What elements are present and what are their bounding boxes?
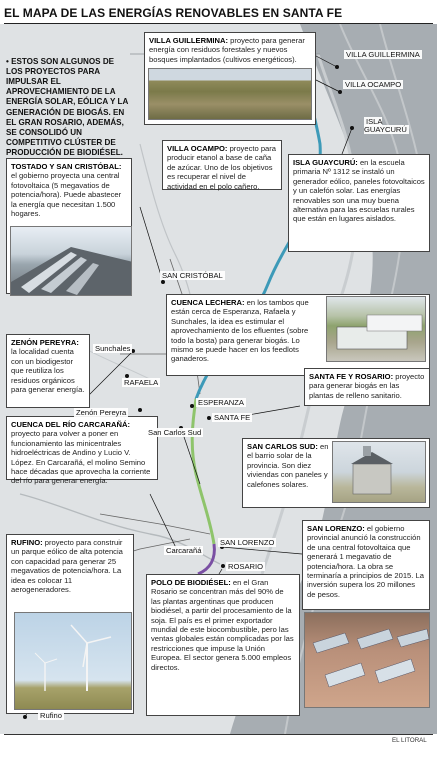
place-label-carcarana: Carcarañá (166, 546, 202, 555)
place-label-san-lorenzo: SAN LORENZO (220, 538, 275, 547)
box-title: TOSTADO Y SAN CRISTÓBAL: (11, 162, 122, 171)
box-title: CUENCA LECHERA: (171, 298, 245, 307)
box-text: proyecto para volver a poner en funcionamiento las minicentrales hidroeléctricas de Andino y Lucio V. López. En Carcarañá, el molino Semino hace décadas que aprovecha la corriente del río para generar energía. (11, 429, 151, 486)
photo-solar-house (332, 441, 426, 503)
photo-solar-mirrors (10, 226, 132, 296)
info-box-villa-ocampo (162, 140, 282, 190)
place-label-villa-guillermina: VILLA GUILLERMINA (346, 50, 420, 59)
box-text: proyecto para construir un parque eólico de alta potencia con capacidad para generar 25 megavatios de potencia/hora. La idea es colocar 11 aerogeneradores. (11, 538, 123, 595)
info-box-san-lorenzo (302, 520, 430, 610)
box-text: proyecto para generar biogás en las plantas de relleno sanitario. (309, 372, 425, 400)
map-title: EL MAPA DE LAS ENERGÍAS RENOVABLES EN SANTA FE (4, 4, 433, 24)
box-text: en el Gran Rosario se concentran más del 90% de las plantas argentinas que producen biodiésel, a partir del procesamiento de la soja. El país es el primer exportador mundial de este biocombustible, pero las ventas globales están complicadas por las restricciones que impuse la Unión Europea. El sector genera 5.000 empleos directos. (151, 578, 294, 672)
place-label-rufino: Rufino (40, 711, 62, 720)
box-text: en el barrio solar de la provincia. Son diez viviendas con paneles y calefones solares. (247, 442, 329, 489)
photo-solar-field (304, 612, 430, 708)
box-title: ISLA GUAYCURÚ: (293, 158, 358, 167)
box-title: RUFINO: (11, 538, 43, 547)
place-label-zenon-pereyra: Zenón Pereyra (76, 408, 127, 417)
place-label-villa-ocampo: VILLA OCAMPO (345, 80, 402, 89)
box-text: en la escuela primaria Nº 1312 se instaló un generador eólico, paneles fotovoltaicos y un calefón solar. Las energías renovables son una muy buena alternativa para las escuelas rurales que están en lugares aislados. (293, 158, 425, 224)
box-text: proyecto para generar energía con residuos forestales y nuevos bosques implantados (cultivos energéticos). (149, 36, 305, 64)
photo-wind-turbines (14, 612, 132, 710)
box-text: en los tambos que están cerca de Esperanza, Rafaela y Sunchales, la idea es estimular el aprovechamiento de los efluentes (sobre todo la bosta) para generar biogás. Lo mismo se puede hacer en los feedlots ganaderos. (171, 298, 309, 364)
box-text: el gobierno provincial anunció la construcción de una central fotovoltaica que generará 1 megavatio de potencia/hora. La obra se terminaría a principios de 2015. La inversión supera los 20 millones de pesos. (307, 524, 424, 599)
place-label-isla-guaycuru: ISLA GUAYCURÚ (364, 117, 407, 135)
photo-forest (148, 68, 312, 120)
bottom-rule (4, 734, 433, 735)
info-box-isla-guaycuru (288, 154, 430, 252)
box-text: la localidad cuenta con un biodigestor que reutiliza los residuos orgánicos para generar energía. (11, 347, 85, 395)
box-title: POLO DE BIODIÉSEL: (151, 578, 231, 587)
box-text: proyecto para producir etanol a base de caña de azúcar. Uno de los objetivos es recuperar el nivel de actividad en el polo cañero. (167, 144, 277, 191)
box-title: SAN LORENZO: (307, 524, 365, 533)
place-label-esperanza: ESPERANZA (198, 398, 244, 407)
box-title: SANTA FE Y ROSARIO: (309, 372, 394, 381)
place-label-san-carlos-sud: San Carlos Sud (148, 428, 202, 437)
box-title: VILLA OCAMPO: (167, 144, 228, 153)
place-label-sunchales: Sunchales (95, 344, 131, 353)
info-box-santa-fe-rosario (304, 368, 430, 406)
box-text: el gobierno proyecta una central fotovoltaica (5 megavatios de potencia/hora). Puede abastecer la energía que necesitan 1.500 hogares. (11, 171, 122, 219)
credit: EL LITORAL (392, 737, 427, 744)
box-title: CUENCA DEL RÍO CARCARAÑÁ: (11, 420, 130, 429)
place-label-rafaela: RAFAELA (124, 378, 159, 387)
place-label-rosario: ROSARIO (228, 562, 264, 571)
photo-biogas-pool (326, 296, 426, 362)
box-title: ZENÓN PEREYRA: (11, 338, 79, 347)
info-box-carcarana (6, 416, 158, 486)
place-label-san-cristobal: SAN CRISTÓBAL (162, 271, 223, 280)
info-box-biodiesel (146, 574, 300, 716)
box-title: SAN CARLOS SUD: (247, 442, 318, 451)
info-box-zenon-pereyra (6, 334, 90, 408)
place-label-santa-fe: SANTA FE (214, 413, 251, 422)
box-title: VILLA GUILLERMINA: (149, 36, 229, 45)
intro-text: • ESTOS SON ALGUNOS DE LOS PROYECTOS PARA IMPULSAR EL APROVECHAMIENTO DE LA ENERGÍA SOLAR, EÓLICA Y LA GENERACIÓN DE BIOGÁS. EN EL GRAN ROSARIO, ADEMÁS, SE CONSOLIDÓ UN COMPETITIVO CLÚSTER DE PRODUCCIÓN DE BIODIÉSEL. (6, 57, 129, 157)
